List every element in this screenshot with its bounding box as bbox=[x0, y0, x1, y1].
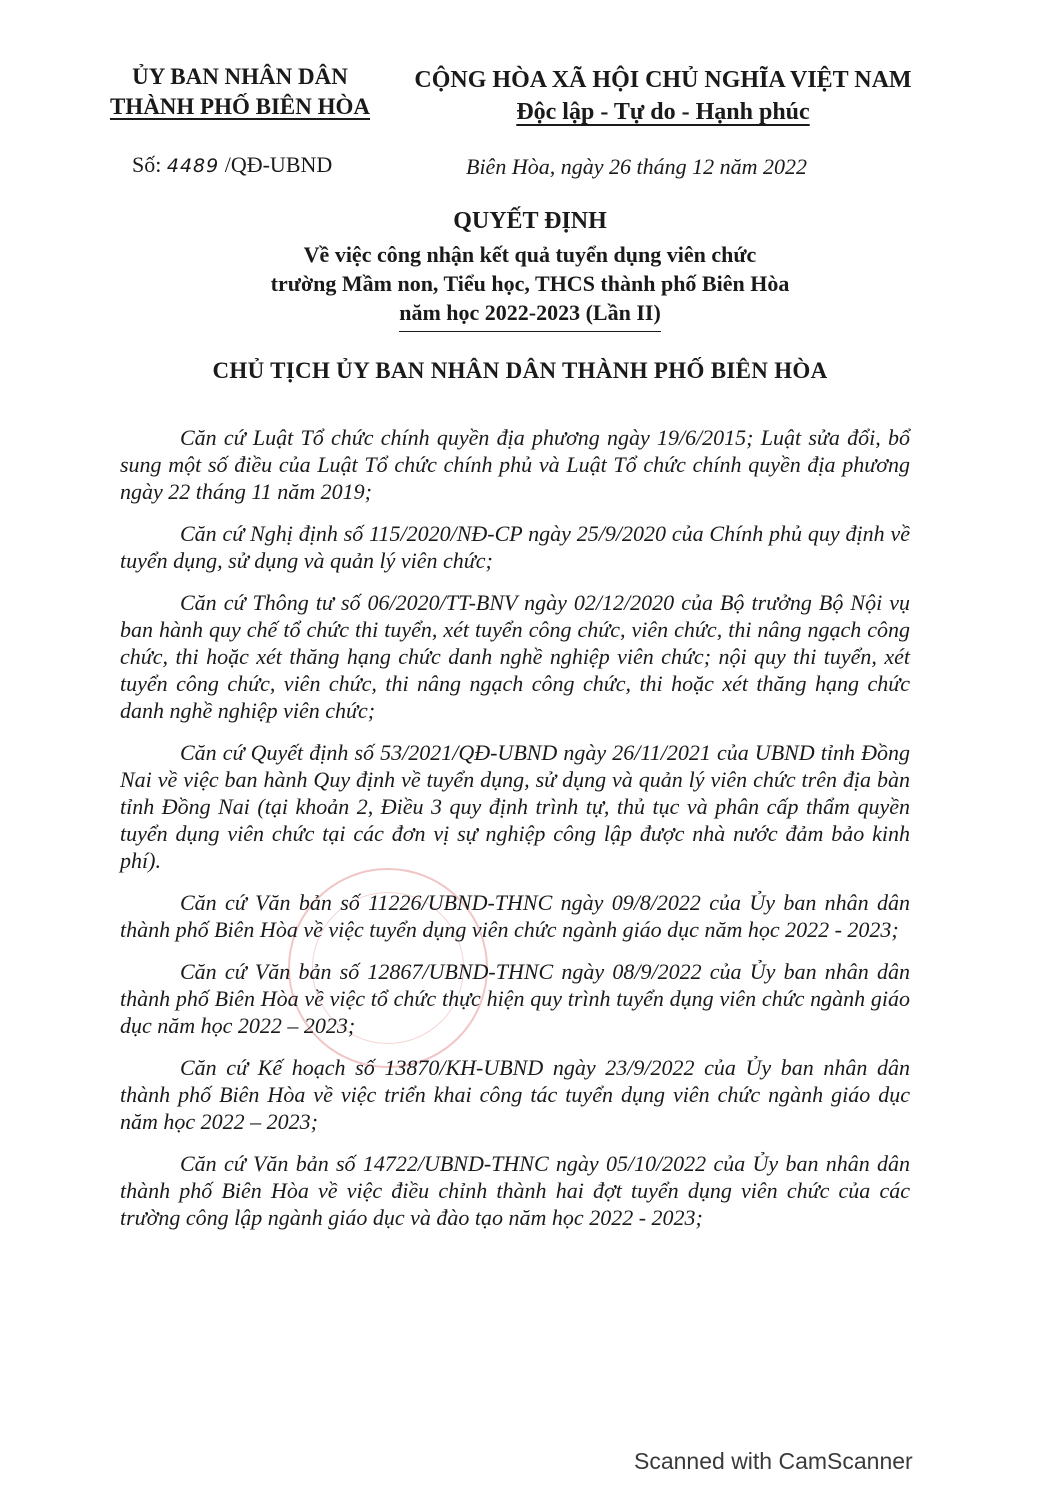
legal-basis-paragraph: Căn cứ Thông tư số 06/2020/TT-BNV ngày 02/12/2020 của Bộ trưởng Bộ Nội vụ ban hành quy chế tổ chức thi tuyển, xét tuyển công chức, viên chức, thi nâng ngạch công chức, thi hoặc xét thăng hạng chức danh nghề nghiệp viên chức; nội quy thi tuyển, xét tuyển công chức, viên chức, thi nâng ngạch công chức, thi hoặc xét thăng hạng chức danh nghề nghiệp viên chức; bbox=[120, 590, 910, 723]
doc-number-handwritten: 4489 bbox=[166, 155, 220, 177]
issuing-agency bbox=[100, 62, 380, 122]
issuing-authority: CHỦ TỊCH ỦY BAN NHÂN DÂN THÀNH PHỐ BIÊN HÒA bbox=[212, 358, 828, 383]
doc-number-suffix: /QĐ-UBND bbox=[224, 152, 333, 177]
legal-basis-paragraph: Căn cứ Văn bản số 12867/UBND-THNC ngày 08/9/2022 của Ủy ban nhân dân thành phố Biên Hòa về việc tổ chức thực hiện quy trình tuyển dụng viên chức ngành giáo dục năm học 2022 – 2023; bbox=[120, 959, 910, 1038]
subject-line-2: trường Mầm non, Tiểu học, THCS thành phố Biên Hòa bbox=[270, 271, 790, 296]
document-number bbox=[132, 152, 332, 178]
legal-basis bbox=[120, 424, 910, 1246]
nation-name: CỘNG HÒA XÃ HỘI CHỦ NGHĨA VIỆT NAM bbox=[414, 67, 912, 93]
doc-number-prefix: Số: bbox=[132, 152, 162, 177]
nation-motto: Độc lập - Tự do - Hạnh phúc bbox=[516, 99, 810, 125]
subject-line-1: Về việc công nhận kết quả tuyển dụng viên chức bbox=[303, 242, 757, 267]
scanner-watermark: Scanned with CamScanner bbox=[634, 1448, 913, 1474]
document-title: QUYẾT ĐỊNH bbox=[453, 208, 607, 234]
national-motto bbox=[398, 64, 928, 128]
date-line: Biên Hòa, ngày 26 tháng 12 năm 2022 bbox=[466, 154, 807, 179]
document-subject bbox=[0, 240, 1060, 332]
legal-basis-paragraph: Căn cứ Văn bản số 11226/UBND-THNC ngày 09/8/2022 của Ủy ban nhân dân thành phố Biên Hòa về việc tuyển dụng viên chức ngành giáo dục năm học 2022 - 2023; bbox=[120, 890, 910, 942]
agency-line-1: ỦY BAN NHÂN DÂN bbox=[132, 64, 348, 89]
agency-line-2: THÀNH PHỐ BIÊN HÒA bbox=[109, 94, 371, 119]
legal-basis-paragraph: Căn cứ Quyết định số 53/2021/QĐ-UBND ngày 26/11/2021 của UBND tỉnh Đồng Nai về việc ban hành Quy định về tuyển dụng, sử dụng và quản lý viên chức trên địa bàn tỉnh Đồng Nai (tại khoản 2, Điều 3 quy định trình tự, thủ tục và phân cấp thẩm quyền tuyển dụng viên chức tại các đơn vị sự nghiệp công lập được nhà nước đảm bảo kinh phí). bbox=[120, 740, 910, 873]
legal-basis-paragraph: Căn cứ Kế hoạch số 13870/KH-UBND ngày 23/9/2022 của Ủy ban nhân dân thành phố Biên Hòa về việc triển khai công tác tuyển dụng viên chức ngành giáo dục năm học 2022 – 2023; bbox=[120, 1055, 910, 1134]
legal-basis-paragraph: Căn cứ Văn bản số 14722/UBND-THNC ngày 05/10/2022 của Ủy ban nhân dân thành phố Biên Hòa về việc điều chỉnh thành hai đợt tuyển dụng viên chức của các trường công lập ngành giáo dục và đào tạo năm học 2022 - 2023; bbox=[120, 1151, 910, 1230]
legal-basis-paragraph: Căn cứ Nghị định số 115/2020/NĐ-CP ngày 25/9/2020 của Chính phủ quy định về tuyển dụng, sử dụng và quản lý viên chức; bbox=[120, 521, 910, 573]
legal-basis-paragraph: Căn cứ Luật Tổ chức chính quyền địa phương ngày 19/6/2015; Luật sửa đổi, bổ sung một số điều của Luật Tổ chức chính phủ và Luật Tổ chức chính quyền địa phương ngày 22 tháng 11 năm 2019; bbox=[120, 425, 910, 504]
subject-line-3: năm học 2022-2023 (Lần II) bbox=[399, 298, 661, 332]
